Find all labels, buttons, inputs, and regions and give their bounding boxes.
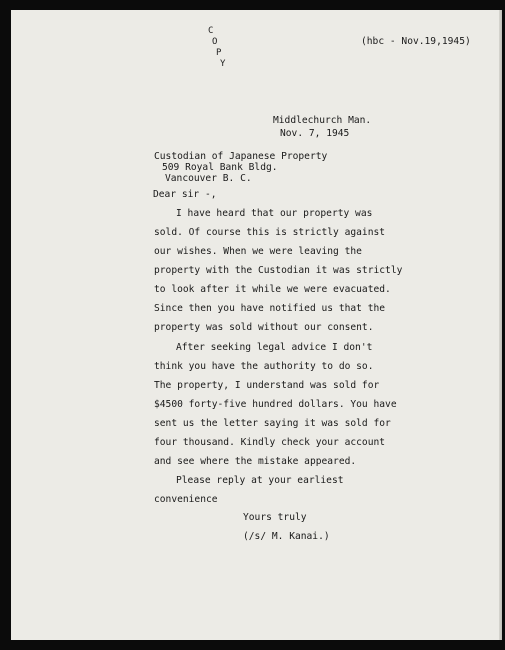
recipient-line: 509 Royal Bank Bldg. (162, 162, 278, 173)
body-line: $4500 forty-five hundred dollars. You have (154, 399, 397, 410)
body-line: four thousand. Kindly check your account (154, 437, 386, 448)
body-line: Since then you have notified us that the (154, 303, 386, 314)
body-line: property with the Custodian it was strictly (154, 265, 403, 276)
body-line: After seeking legal advice I don't (176, 342, 373, 353)
body-line: property was sold without our consent. (154, 322, 374, 333)
copy-stamp-letter: Y (220, 59, 226, 69)
letter-place: Middlechurch Man. (273, 115, 372, 126)
closing: Yours truly (243, 512, 307, 523)
signature: (/s/ M. Kanai.) (243, 531, 330, 542)
body-line: I have heard that our property was (176, 208, 373, 219)
letter-page (11, 10, 502, 640)
copy-stamp-letter: O (212, 37, 218, 47)
body-line: think you have the authority to do so. (154, 361, 374, 372)
body-line: our wishes. When we were leaving the (154, 246, 362, 257)
copy-stamp-letter: P (216, 48, 222, 58)
body-line: and see where the mistake appeared. (154, 456, 357, 467)
body-line: The property, I understand was sold for (154, 380, 380, 391)
salutation: Dear sir -, (153, 189, 217, 200)
recipient-line: Vancouver B. C. (165, 173, 252, 184)
body-line: to look after it while we were evacuated. (154, 284, 391, 295)
page-edge-shadow (499, 10, 502, 640)
body-line: Please reply at your earliest (176, 475, 344, 486)
body-line: convenience (154, 494, 218, 505)
reference-note: (hbc - Nov.19,1945) (361, 36, 471, 47)
letter-date: Nov. 7, 1945 (280, 128, 350, 139)
body-line: sold. Of course this is strictly against (154, 227, 386, 238)
body-line: sent us the letter saying it was sold for (154, 418, 391, 429)
recipient-line: Custodian of Japanese Property (154, 151, 328, 162)
copy-stamp-letter: C (208, 26, 214, 36)
